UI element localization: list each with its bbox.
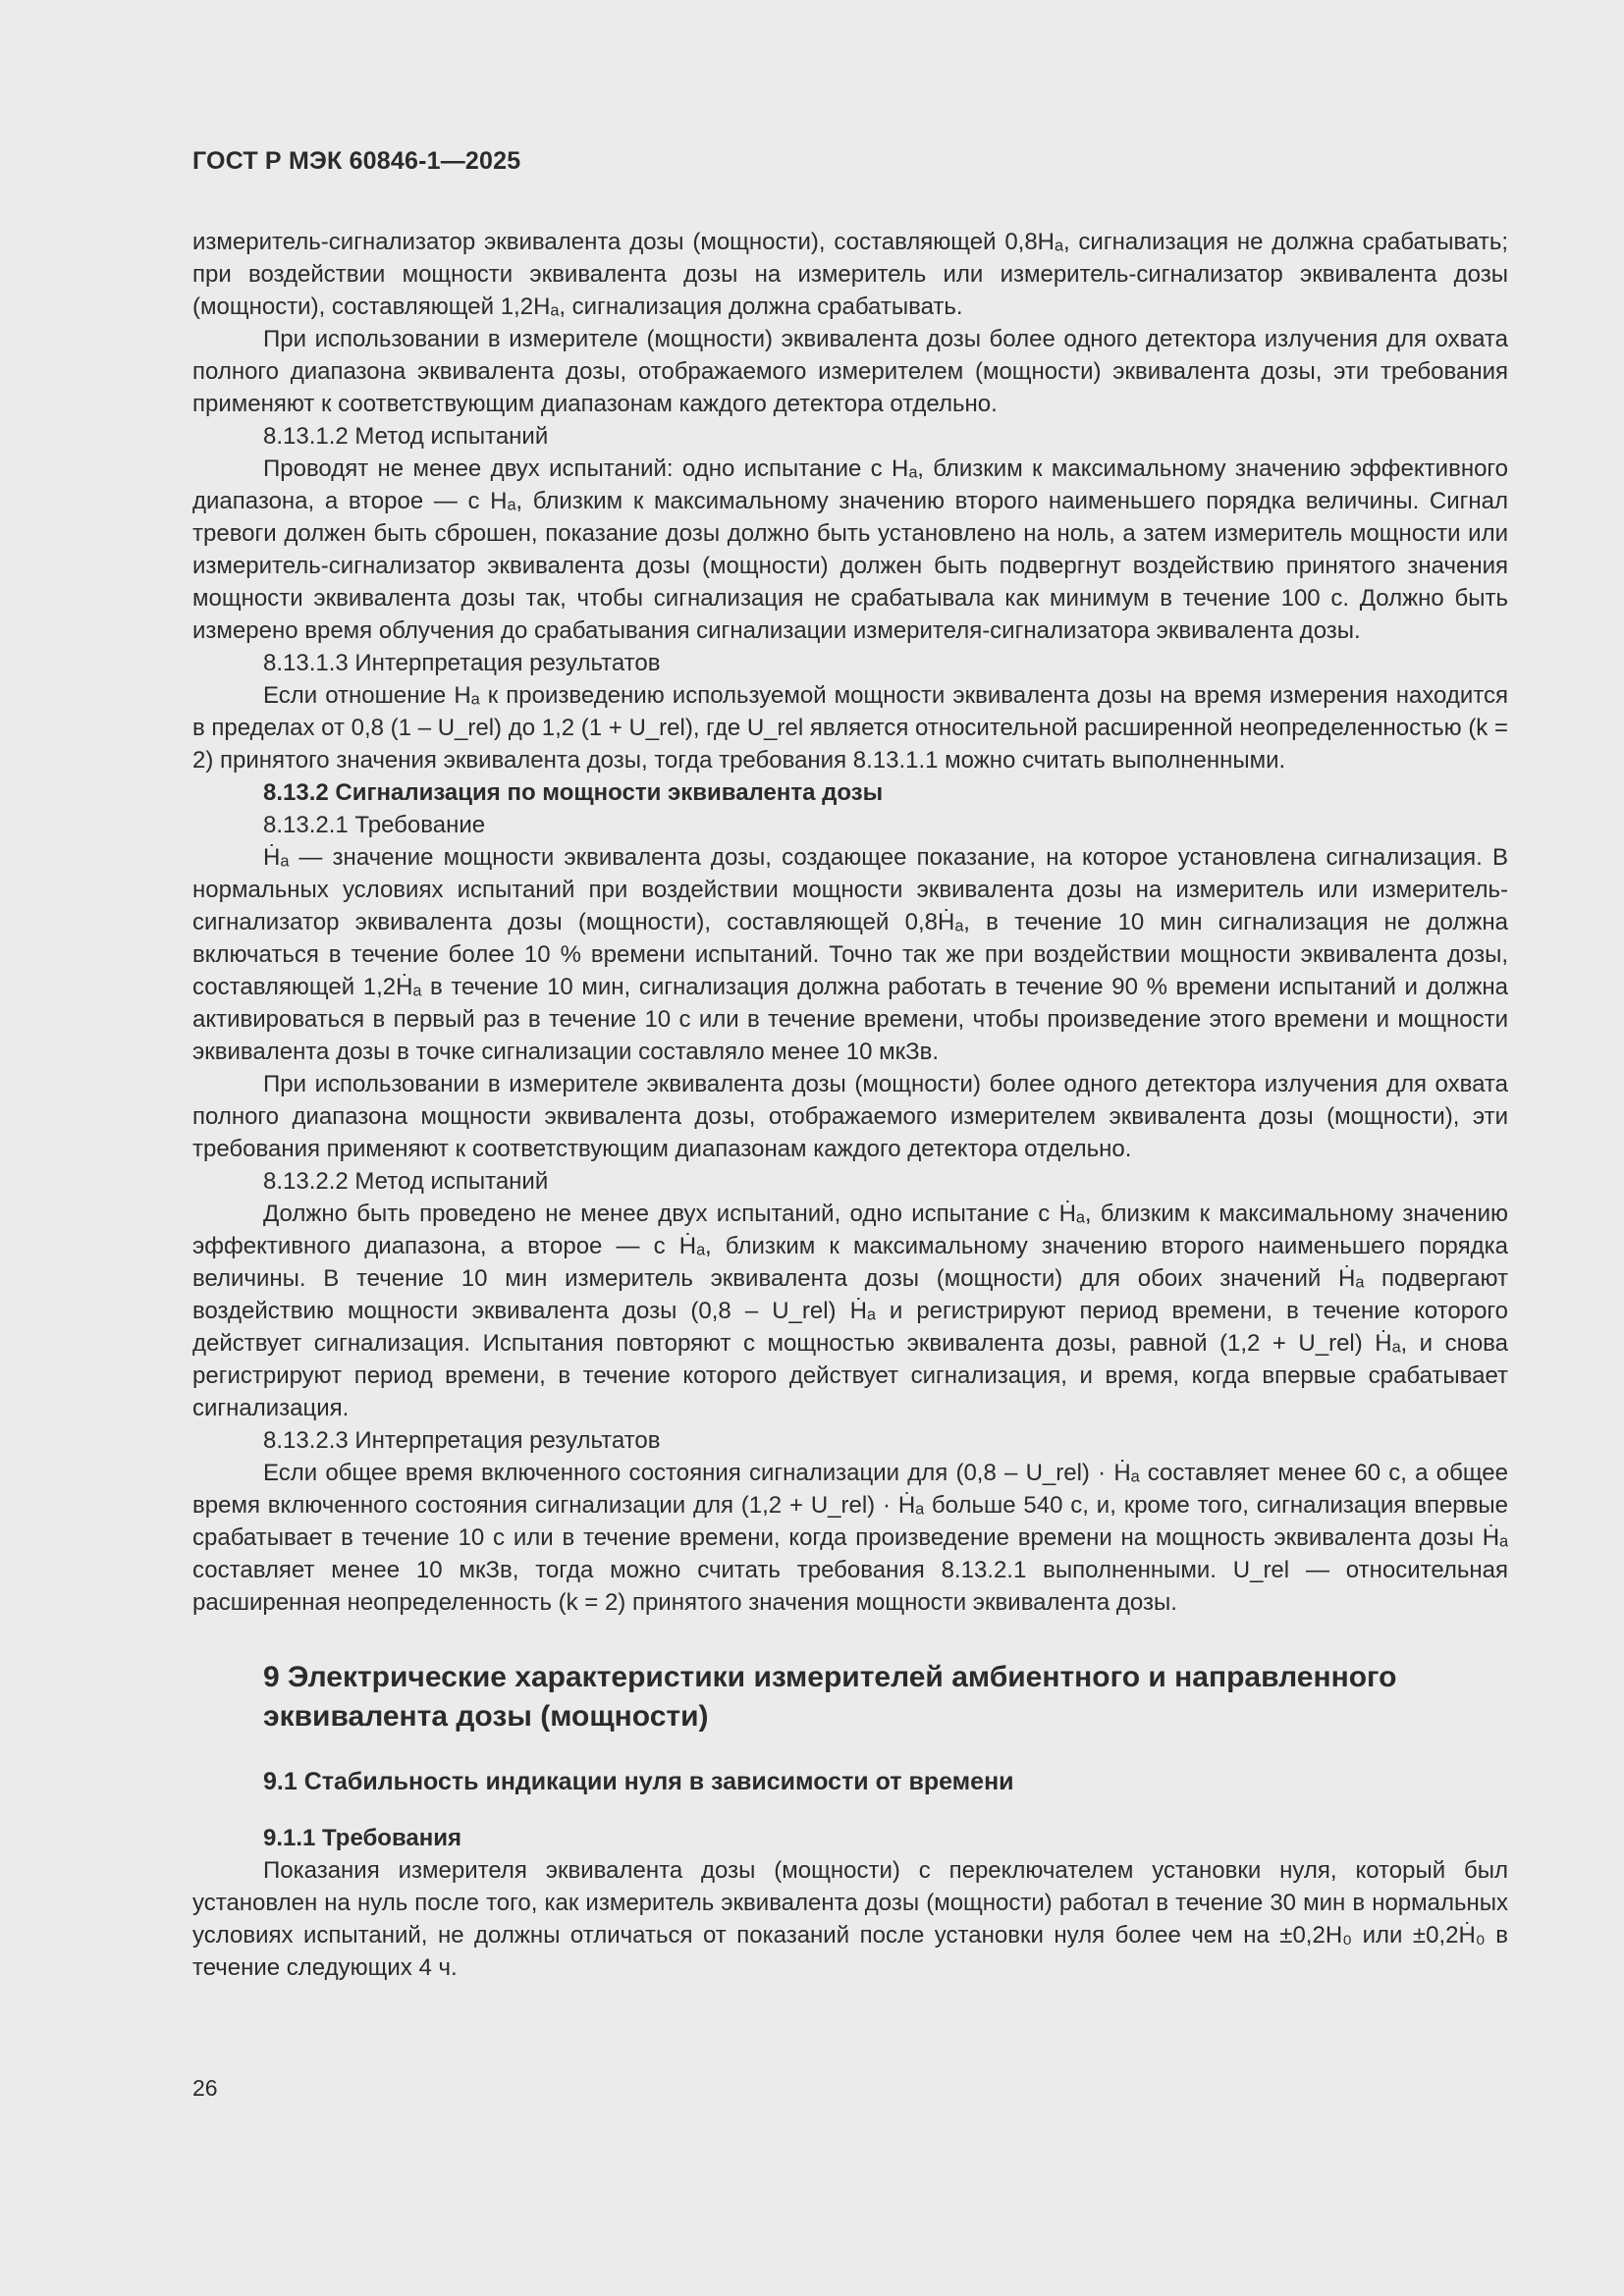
clause-heading: 8.13.2.2 Метод испытаний (263, 1168, 549, 1195)
page-body (192, 226, 1508, 1984)
clause-heading: 8.13.2.3 Интерпретация результатов (263, 1427, 661, 1454)
section-heading: 8.13.2 Сигнализация по мощности эквивалента дозы (263, 779, 884, 806)
page-number: 26 (192, 2075, 218, 2101)
paragraph: При использовании в измерителе (мощности) эквивалента дозы более одного детектора излучения для охвата полного диапазона эквивалента дозы, отображаемого измерителем (мощности) эквивалента дозы, эти требования применяют к соответствующим диапазонам каждого детектора отдельно. (192, 326, 1508, 417)
chapter-heading: 9 Электрические характеристики измерителей амбиентного и направленного эквивалента дозы (мощности) (263, 1661, 1397, 1733)
subsection-heading: 9.1.1 Требования (263, 1825, 462, 1851)
paragraph: Показания измерителя эквивалента дозы (мощности) с переключателем установки нуля, который был установлен на нуль после того, как измеритель эквивалента дозы (мощности) работал в течение 30 мин в нормальных условиях испытаний, не должны отличаться от показаний после установки нуля более чем на ±0,2H₀ или ±0,2Ḣ₀ в течение следующих 4 ч. (192, 1857, 1508, 1981)
standard-header: ГОСТ Р МЭК 60846-1—2025 (192, 147, 521, 175)
clause-heading: 8.13.1.2 Метод испытаний (263, 423, 549, 450)
section-heading: 9.1 Стабильность индикации нуля в зависимости от времени (263, 1768, 1014, 1795)
paragraph: Если отношение Hₐ к произведению используемой мощности эквивалента дозы на время измерения находится в пределах от 0,8 (1 – U_rel) до 1,2 (1 + U_rel), где U_rel является относительной расширенной неопределенностью (k = 2) принятого значения эквивалента дозы, тогда требования 8.13.1.1 можно считать выполненными. (192, 682, 1508, 774)
paragraph: Проводят не менее двух испытаний: одно испытание с Hₐ, близким к максимальному значению эффективного диапазона, а второе — с Hₐ, близким к максимальному значению второго наименьшего порядка величины. Сигнал тревоги должен быть сброшен, показание дозы должно быть установлено на ноль, а затем измеритель мощности или измеритель-сигнализатор эквивалента дозы (мощности) должен быть подвергнут воздействию принятого значения мощности эквивалента дозы так, чтобы сигнализация не срабатывала как минимум в течение 100 с. Должно быть измерено время облучения до срабатывания сигнализации измерителя-сигнализатора эквивалента дозы. (192, 455, 1508, 644)
paragraph: Если общее время включенного состояния сигнализации для (0,8 – U_rel) · Ḣₐ составляет менее 60 с, а общее время включенного состояния сигнализации для (1,2 + U_rel) · Ḣₐ больше 540 с, и, кроме того, сигнализация впервые срабатывает в течение 10 с или в течение времени, когда произведение времени на мощность эквивалента дозы Ḣₐ составляет менее 10 мкЗв, тогда можно считать требования 8.13.2.1 выполненными. U_rel — относительная расширенная неопределенность (k = 2) принятого значения мощности эквивалента дозы. (192, 1460, 1508, 1616)
paragraph: При использовании в измерителе эквивалента дозы (мощности) более одного детектора излучения для охвата полного диапазона мощности эквивалента дозы, отображаемого измерителем эквивалента дозы (мощности), эти требования применяют к соответствующим диапазонам каждого детектора отдельно. (192, 1071, 1508, 1162)
clause-heading: 8.13.1.3 Интерпретация результатов (263, 650, 661, 676)
paragraph: Ḣₐ — значение мощности эквивалента дозы, создающее показание, на которое установлена сигнализация. В нормальных условиях испытаний при воздействии мощности эквивалента дозы на измеритель или измеритель-сигнализатор эквивалента дозы (мощности), составляющей 0,8Ḣₐ, в течение 10 мин сигнализация не должна включаться в течение более 10 % времени испытаний. Точно так же при воздействии мощности эквивалента дозы, составляющей 1,2Ḣₐ в течение 10 мин, сигнализация должна работать в течение 90 % времени испытаний и должна активироваться в первый раз в течение 10 с или в течение времени, чтобы произведение этого времени и мощности эквивалента дозы в точке сигнализации составляло менее 10 мкЗв. (192, 844, 1508, 1065)
clause-heading: 8.13.2.1 Требование (263, 812, 486, 838)
paragraph: измеритель-сигнализатор эквивалента дозы (мощности), составляющей 0,8Hₐ, сигнализация не должна срабатывать; при воздействии мощности эквивалента дозы на измеритель или измеритель-сигнализатор эквивалента дозы (мощности), составляющей 1,2Hₐ, сигнализация должна срабатывать. (192, 229, 1508, 320)
paragraph: Должно быть проведено не менее двух испытаний, одно испытание с Ḣₐ, близким к максимальному значению эффективного диапазона, а второе — с Ḣₐ, близким к максимальному значению второго наименьшего порядка величины. В течение 10 мин измеритель эквивалента дозы (мощности) для обоих значений Ḣₐ подвергают воздействию мощности эквивалента дозы (0,8 – U_rel) Ḣₐ и регистрируют период времени, в течение которого действует сигнализация. Испытания повторяют с мощностью эквивалента дозы, равной (1,2 + U_rel) Ḣₐ, и снова регистрируют период времени, в течение которого действует сигнализация, и время, когда впервые срабатывает сигнализация. (192, 1201, 1508, 1421)
